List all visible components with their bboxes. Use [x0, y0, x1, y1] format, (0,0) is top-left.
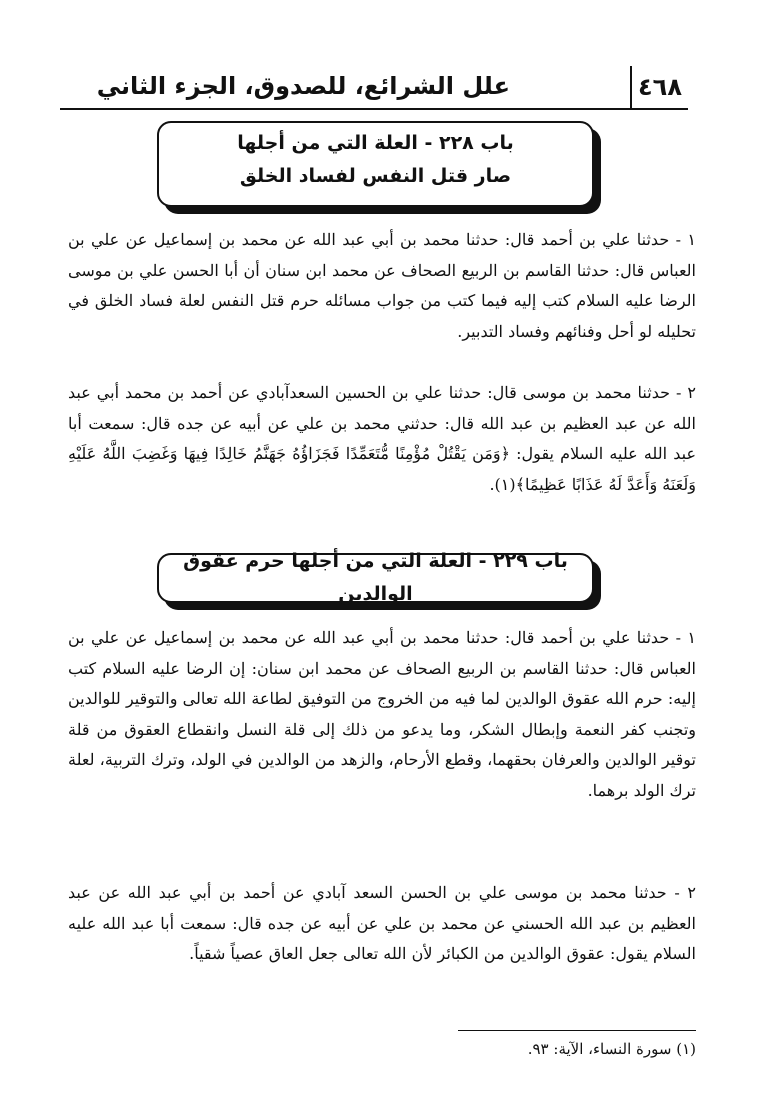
book-title: علل الشرائع، للصدوق، الجزء الثاني — [96, 72, 510, 100]
chapter-heading-line: باب ٢٢٨ - العلة التي من أجلها — [237, 132, 514, 154]
footnote: (١) سورة النساء، الآية: ٩٣. — [527, 1040, 696, 1058]
chapter-heading-line: باب ٢٢٩ - العلة التي من أجلها حرم عقوق الوالدين — [183, 549, 568, 605]
hadith-paragraph: ٢ - حدثنا محمد بن موسى علي بن الحسن السعد آبادي عن أحمد بن أبي عبد الله عن عبد العظيم بن عبد الله الحسني عن محمد بن علي عن أبيه عن جده قال: سمعت أبا عبد الله عليه السلام يقول: عقوق الوالدين من الكبائر لأن الله تعالى جعل العاق عصياً شقياً. — [68, 883, 696, 963]
hadith-paragraph: ٢ - حدثنا محمد بن موسى قال: حدثنا علي بن الحسين السعدآبادي عن أحمد بن محمد أبي عبد الله عن عبد العظيم بن عبد الله قال: حدثني محمد بن علي عن أبيه عن جده قال: سمعت أبا عبد الله عليه السلام يقول: ﴿وَمَن يَقْتُلْ مُؤْمِنًا مُّتَعَمِّدًا فَجَزَاؤُهُ جَهَنَّمُ خَالِدًا فِيهَا وَغَضِبَ اللَّهُ عَلَيْهِ وَلَعَنَهُ وَأَعَدَّ لَهُ عَذَابًا عَظِيمًا﴾(١). — [68, 383, 697, 494]
page-number: ٤٦٨ — [630, 66, 688, 110]
hadith-paragraph: ١ - حدثنا علي بن أحمد قال: حدثنا محمد بن أبي عبد الله عن محمد بن إسماعيل عن علي بن العباس قال: حدثنا القاسم بن الربيع الصحاف عن محمد ابن سنان: إن الرضا عليه السلام كتب إليه: حرم الله عقوق الوالدين لما فيه من الخروج من التوفيق لطاعة الله تعالى والتوقير للوالدين وتجنب كفر النعمة وإبطال الشكر، وما يدعو من ذلك إلى قلة النسل وانقطاع العقوق من قلة توقير الوالدين والعرفان بحقهما، وقطع الأرحام، والزهد من الوالدين في الولد، وترك التربية، لعلة ترك الولد برهما. — [68, 628, 696, 800]
header-rule — [60, 108, 632, 110]
chapter-heading-line: صار قتل النفس لفساد الخلق — [239, 165, 512, 188]
hadith-paragraph: ١ - حدثنا علي بن أحمد قال: حدثنا محمد بن أبي عبد الله عن محمد بن إسماعيل عن علي بن العباس قال: حدثنا القاسم بن الربيع الصحاف عن محمد ابن سنان أن أبا الحسن علي بن موسى الرضا عليه السلام كتب إليه فيما كتب من جواب مسائله حرم قتل النفس لعلة فساد الخلق في تحليله لو أحل وفنائهم وفساد التدبير. — [68, 230, 696, 341]
running-header — [60, 66, 688, 116]
chapter-heading-228 — [157, 121, 594, 207]
chapter-heading-229 — [157, 549, 594, 605]
footnote-rule — [458, 1030, 696, 1031]
